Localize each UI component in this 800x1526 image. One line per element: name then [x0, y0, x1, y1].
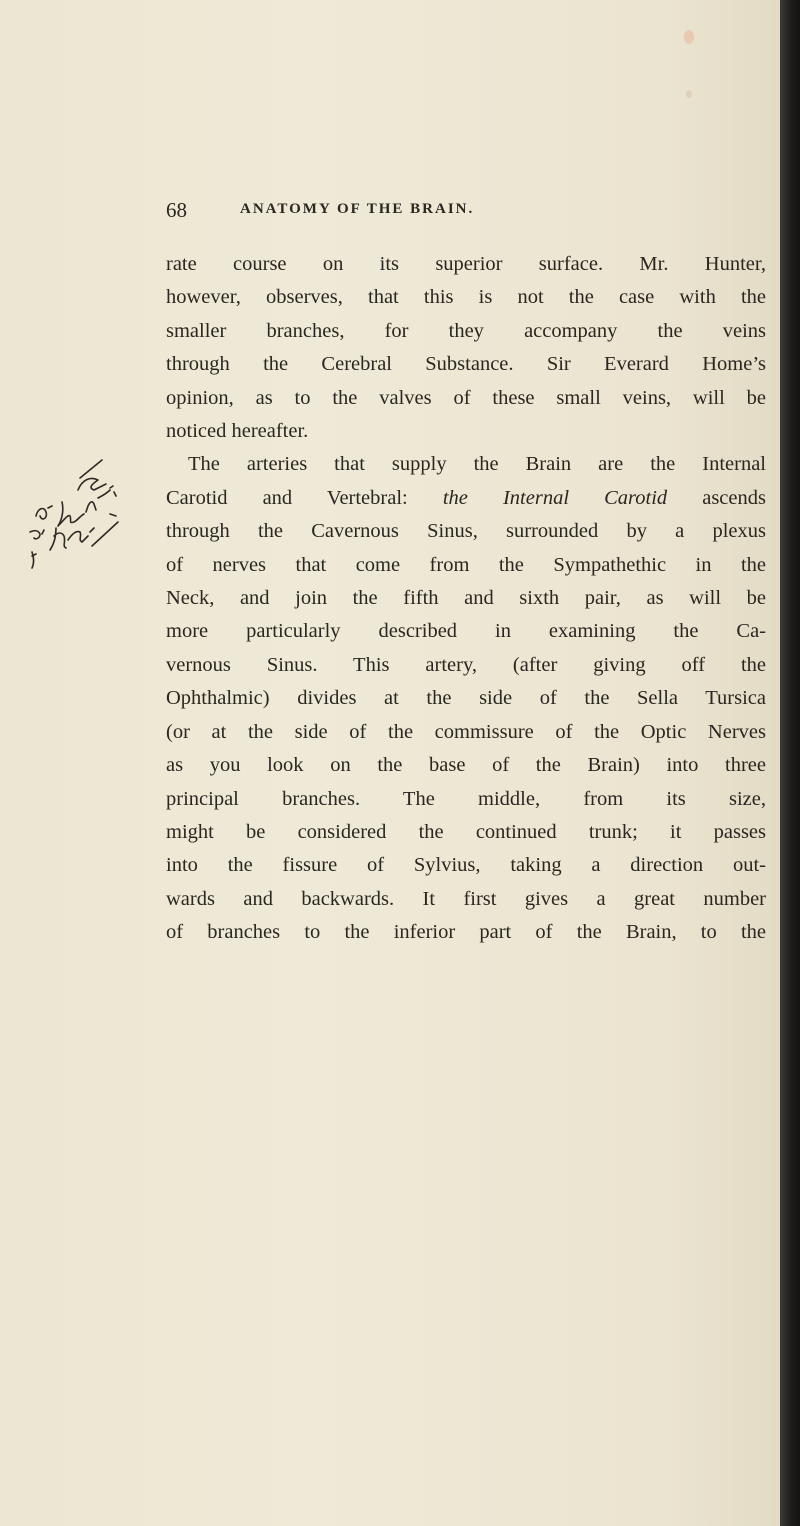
- italic-phrase: the Internal Carotid: [442, 486, 668, 509]
- text-line: as you look on the base of the Brain) into three: [166, 754, 766, 777]
- text-line: however, observes, that this is not the case with the: [166, 286, 766, 309]
- text-line: of branches to the inferior part of the Brain, to the: [166, 921, 766, 944]
- text-line: rate course on its superior surface. Mr. Hunter,: [166, 253, 766, 275]
- text-line: into the fissure of Sylvius, taking a direction out-: [166, 854, 766, 877]
- paper-stain: [686, 90, 692, 98]
- text-fragment: Carotid and Vertebral:: [166, 486, 408, 509]
- handwritten-margin-scribble: [18, 450, 128, 580]
- text-line: Ophthalmic) divides at the side of the Sella Tursica: [166, 687, 766, 710]
- running-title: ANATOMY OF THE BRAIN.: [240, 201, 475, 217]
- text-line: more particularly described in examining the Ca-: [166, 620, 766, 643]
- text-line: The arteries that supply the Brain are the Internal: [188, 453, 766, 476]
- text-line: opinion, as to the valves of these small veins, will be: [166, 386, 766, 409]
- text-line: through the Cavernous Sinus, surrounded by a plexus: [166, 520, 766, 543]
- text-line: wards and backwards. It first gives a great number: [166, 887, 766, 910]
- text-line: Neck, and join the fifth and sixth pair, as will be: [166, 587, 766, 610]
- text-line: smaller branches, for they accompany the veins: [166, 319, 766, 342]
- text-line: noticed hereafter.: [166, 420, 309, 443]
- text-line: of nerves that come from the Sympathethic in the: [166, 553, 766, 576]
- page-number: 68: [166, 198, 187, 222]
- paper-stain: [684, 30, 694, 44]
- text-fragment: ascends: [702, 486, 766, 509]
- text-line: (or at the side of the commissure of the Optic Nerves: [166, 720, 766, 743]
- running-head: [166, 198, 766, 228]
- text-line: through the Cerebral Substance. Sir Everard Home’s: [166, 353, 766, 376]
- text-line-mixed: [166, 482, 766, 515]
- body-text: [166, 248, 766, 950]
- text-line: principal branches. The middle, from its size,: [166, 787, 766, 810]
- text-line: might be considered the continued trunk; it passes: [166, 820, 766, 843]
- book-binding-edge: [780, 0, 800, 1526]
- text-line: vernous Sinus. This artery, (after giving off the: [166, 653, 766, 676]
